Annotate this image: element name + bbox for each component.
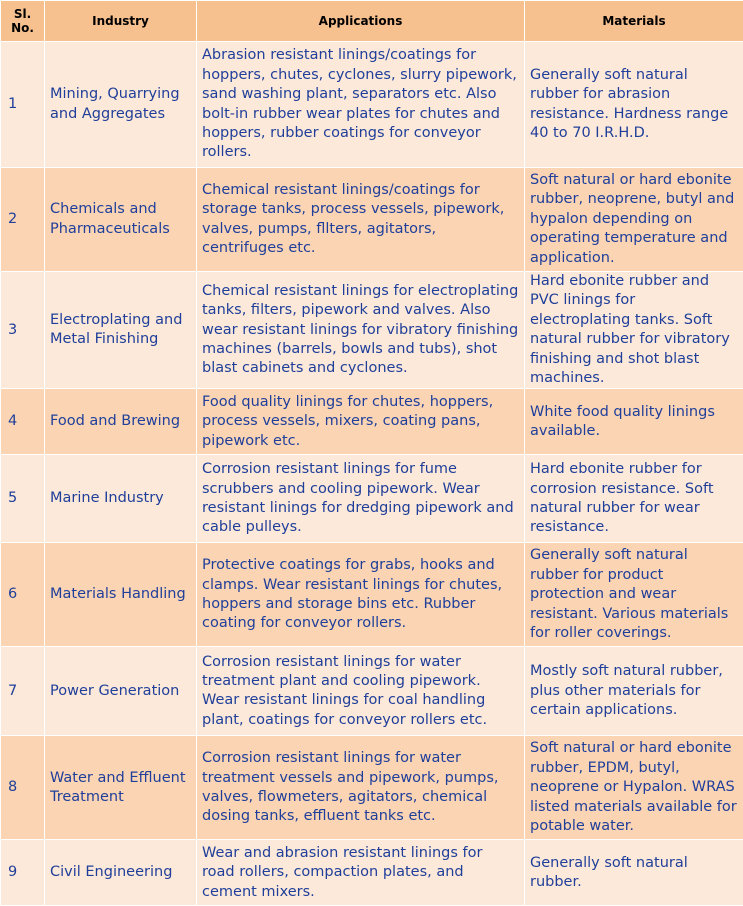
header-applications: Applications bbox=[197, 1, 525, 42]
materials-cell: Hard ebonite rubber for corrosion resistance. Soft natural rubber for wear resistance. bbox=[525, 455, 743, 543]
materials-cell: Hard ebonite rubber and PVC linings for electroplating tanks. Soft natural rubber for vibratory finishing and shot blast machines. bbox=[525, 272, 743, 389]
applications-cell: Corrosion resistant linings for water treatment vessels and pipework, pumps, valves, flowmeters, agitators, chemical dosing tanks, effluent tanks etc. bbox=[197, 736, 525, 840]
applications-cell: Chemical resistant linings for electroplating tanks, filters, pipework and valves. Also wear resistant linings for vibratory finishing machines (barrels, bowls and tubs), shot blast cabinets and cyclones. bbox=[197, 272, 525, 389]
table-row bbox=[1, 840, 743, 906]
row-number: 2 bbox=[1, 168, 45, 272]
industry-cell: Mining, Quarrying and Aggregates bbox=[45, 42, 197, 168]
header-industry: Industry bbox=[45, 1, 197, 42]
table-row bbox=[1, 736, 743, 840]
table-row bbox=[1, 647, 743, 736]
row-number: 5 bbox=[1, 455, 45, 543]
materials-cell: Generally soft natural rubber. bbox=[525, 840, 743, 906]
applications-cell: Corrosion resistant linings for water treatment plant and cooling pipework. Wear resistant linings for coal handling plant, coatings for conveyor rollers etc. bbox=[197, 647, 525, 736]
table-row bbox=[1, 272, 743, 389]
table-row bbox=[1, 543, 743, 647]
materials-cell: Generally soft natural rubber for product protection and wear resistant. Various materials for roller coverings. bbox=[525, 543, 743, 647]
industry-cell: Chemicals and Pharmaceuticals bbox=[45, 168, 197, 272]
header-materials: Materials bbox=[525, 1, 743, 42]
industry-cell: Water and Effluent Treatment bbox=[45, 736, 197, 840]
applications-cell: Protective coatings for grabs, hooks and clamps. Wear resistant linings for chutes, hoppers and storage bins etc. Rubber coating for conveyor rollers. bbox=[197, 543, 525, 647]
industry-cell: Marine Industry bbox=[45, 455, 197, 543]
table-row bbox=[1, 168, 743, 272]
table-row bbox=[1, 42, 743, 168]
materials-cell: Generally soft natural rubber for abrasion resistance. Hardness range 40 to 70 I.R.H.D. bbox=[525, 42, 743, 168]
materials-cell: Mostly soft natural rubber, plus other materials for certain applications. bbox=[525, 647, 743, 736]
row-number: 7 bbox=[1, 647, 45, 736]
header-row bbox=[1, 1, 743, 42]
table-row bbox=[1, 389, 743, 455]
applications-cell: Wear and abrasion resistant linings for road rollers, compaction plates, and cement mixers. bbox=[197, 840, 525, 906]
row-number: 9 bbox=[1, 840, 45, 906]
materials-cell: Soft natural or hard ebonite rubber, EPDM, butyl, neoprene or Hypalon. WRAS listed materials available for potable water. bbox=[525, 736, 743, 840]
materials-cell: White food quality linings available. bbox=[525, 389, 743, 455]
row-number: 1 bbox=[1, 42, 45, 168]
row-number: 6 bbox=[1, 543, 45, 647]
header-sl-no: Sl. No. bbox=[1, 1, 45, 42]
industry-cell: Food and Brewing bbox=[45, 389, 197, 455]
industry-cell: Power Generation bbox=[45, 647, 197, 736]
row-number: 8 bbox=[1, 736, 45, 840]
industry-cell: Electroplating and Metal Finishing bbox=[45, 272, 197, 389]
row-number: 4 bbox=[1, 389, 45, 455]
applications-cell: Abrasion resistant linings/coatings for hoppers, chutes, cyclones, slurry pipework, sand washing plant, separators etc. Also bolt-in rubber wear plates for chutes and hoppers, rubber coatings for conveyor rollers. bbox=[197, 42, 525, 168]
industry-cell: Civil Engineering bbox=[45, 840, 197, 906]
table-row bbox=[1, 455, 743, 543]
row-number: 3 bbox=[1, 272, 45, 389]
applications-cell: Corrosion resistant linings for fume scrubbers and cooling pipework. Wear resistant linings for dredging pipework and cable pulleys. bbox=[197, 455, 525, 543]
applications-cell: Chemical resistant linings/coatings for storage tanks, process vessels, pipework, valves, pumps, fllters, agitators, centrifuges etc. bbox=[197, 168, 525, 272]
applications-cell: Food quality linings for chutes, hoppers, process vessels, mixers, coating pans, pipework etc. bbox=[197, 389, 525, 455]
materials-cell: Soft natural or hard ebonite rubber, neoprene, butyl and hypalon depending on operating temperature and application. bbox=[525, 168, 743, 272]
industry-cell: Materials Handling bbox=[45, 543, 197, 647]
